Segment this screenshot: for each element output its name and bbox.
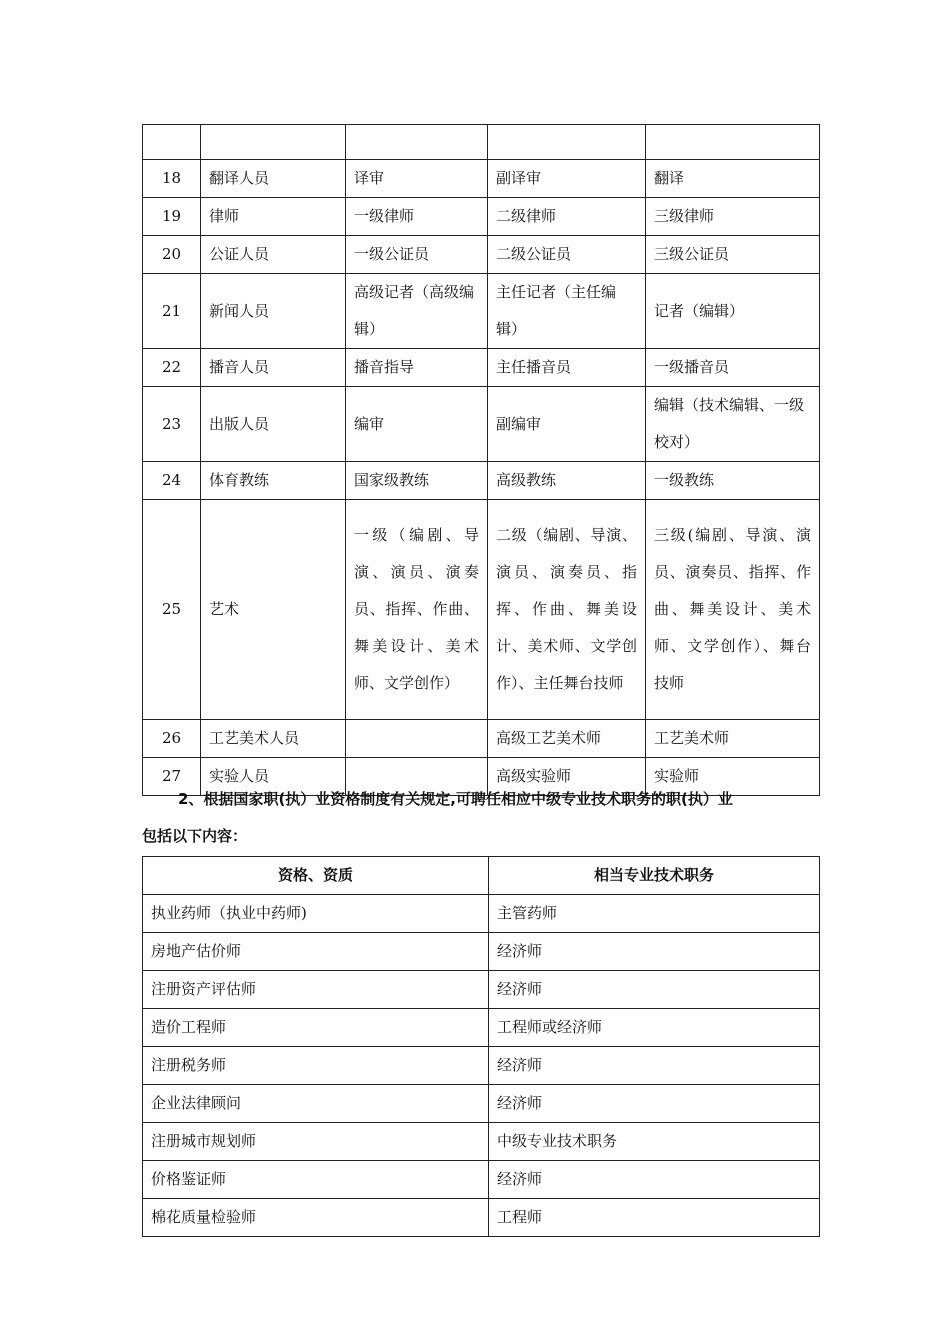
senior-title: 一级律师 xyxy=(346,198,488,236)
equivalent-title: 经济师 xyxy=(489,1085,820,1123)
professional-titles-body xyxy=(143,125,820,796)
intermediate-title: 工艺美术师 xyxy=(646,720,820,758)
table-header-row xyxy=(143,857,820,895)
table-row xyxy=(143,500,820,720)
qualification: 注册城市规划师 xyxy=(143,1123,489,1161)
qualification: 执业药师（执业中药师) xyxy=(143,895,489,933)
table-row xyxy=(143,387,820,462)
occupation-name: 律师 xyxy=(201,198,346,236)
deputy-senior-title: 高级工艺美术师 xyxy=(488,720,646,758)
qualification: 房地产估价师 xyxy=(143,933,489,971)
deputy-senior-title: 二级（编剧、导演、演员、演奏员、指挥、作曲、舞美设计、美术师、文学创作）、主任舞台技师 xyxy=(488,500,646,720)
deputy-senior-title: 副译审 xyxy=(488,160,646,198)
senior-title: 播音指导 xyxy=(346,349,488,387)
row-number: 25 xyxy=(143,500,201,720)
table-row xyxy=(143,971,820,1009)
table-row xyxy=(143,720,820,758)
intermediate-title: 三级律师 xyxy=(646,198,820,236)
row-number: 20 xyxy=(143,236,201,274)
senior-title: 编审 xyxy=(346,387,488,462)
qualification: 棉花质量检验师 xyxy=(143,1199,489,1237)
deputy-senior-title: 主任播音员 xyxy=(488,349,646,387)
equivalent-title: 中级专业技术职务 xyxy=(489,1123,820,1161)
occupation-name: 工艺美术人员 xyxy=(201,720,346,758)
table-row xyxy=(143,1085,820,1123)
deputy-senior-title: 高级实验师 xyxy=(488,758,646,796)
table-row xyxy=(143,1009,820,1047)
equivalent-title: 经济师 xyxy=(489,1161,820,1199)
table-row xyxy=(143,933,820,971)
table-row xyxy=(143,125,820,160)
table-row xyxy=(143,236,820,274)
table-row xyxy=(143,1047,820,1085)
senior-title xyxy=(346,720,488,758)
paragraph-line-2: 包括以下内容： xyxy=(142,827,248,845)
senior-title: 国家级教练 xyxy=(346,462,488,500)
equivalent-title: 经济师 xyxy=(489,971,820,1009)
equivalent-title: 经济师 xyxy=(489,1047,820,1085)
table-row xyxy=(143,160,820,198)
qualification: 注册资产评估师 xyxy=(143,971,489,1009)
qualification: 企业法律顾问 xyxy=(143,1085,489,1123)
qualification: 注册税务师 xyxy=(143,1047,489,1085)
equivalent-title: 主管药师 xyxy=(489,895,820,933)
occupation-name: 公证人员 xyxy=(201,236,346,274)
deputy-senior-title: 二级律师 xyxy=(488,198,646,236)
row-number: 19 xyxy=(143,198,201,236)
deputy-senior-title: 副编审 xyxy=(488,387,646,462)
table-row xyxy=(143,462,820,500)
table-row xyxy=(143,895,820,933)
deputy-senior-title: 二级公证员 xyxy=(488,236,646,274)
senior-title: 高级记者（高级编辑） xyxy=(346,274,488,349)
intermediate-title: 一级播音员 xyxy=(646,349,820,387)
table-row xyxy=(143,349,820,387)
intermediate-title: 编辑（技术编辑、一级校对） xyxy=(646,387,820,462)
paragraph-line-1: 2、根据国家职(执）业资格制度有关规定,可聘任相应中级专业技术职务的职(执）业 xyxy=(178,790,733,808)
equivalent-title: 工程师 xyxy=(489,1199,820,1237)
deputy-senior-title: 高级教练 xyxy=(488,462,646,500)
row-number: 27 xyxy=(143,758,201,796)
senior-title: 译审 xyxy=(346,160,488,198)
qualification: 价格鉴证师 xyxy=(143,1161,489,1199)
table-row xyxy=(143,274,820,349)
occupation-name: 播音人员 xyxy=(201,349,346,387)
table-cell xyxy=(646,125,820,160)
table-cell xyxy=(143,125,201,160)
row-number: 21 xyxy=(143,274,201,349)
table-cell xyxy=(201,125,346,160)
intermediate-title: 三级(编剧、导演、演员、演奏员、指挥、作曲、舞美设计、美术师、文学创作）、舞台技师 xyxy=(646,500,820,720)
table-row xyxy=(143,1123,820,1161)
row-number: 18 xyxy=(143,160,201,198)
column-header-equivalent-title: 相当专业技术职务 xyxy=(489,857,820,895)
occupation-name: 翻译人员 xyxy=(201,160,346,198)
occupation-name: 实验人员 xyxy=(201,758,346,796)
equivalent-title: 经济师 xyxy=(489,933,820,971)
intermediate-title: 翻译 xyxy=(646,160,820,198)
equivalent-title: 工程师或经济师 xyxy=(489,1009,820,1047)
intermediate-title: 记者（编辑） xyxy=(646,274,820,349)
senior-title: 一级（编剧、导演、演员、演奏员、指挥、作曲、舞美设计、美术师、文学创作） xyxy=(346,500,488,720)
row-number: 24 xyxy=(143,462,201,500)
table-cell xyxy=(346,125,488,160)
table-row xyxy=(143,198,820,236)
qualification-equivalence-body xyxy=(143,895,820,1237)
table-row xyxy=(143,1199,820,1237)
senior-title: 一级公证员 xyxy=(346,236,488,274)
intermediate-title: 三级公证员 xyxy=(646,236,820,274)
table-cell xyxy=(488,125,646,160)
qualification-equivalence-table xyxy=(142,856,820,1237)
intermediate-title: 一级教练 xyxy=(646,462,820,500)
occupation-name: 出版人员 xyxy=(201,387,346,462)
row-number: 22 xyxy=(143,349,201,387)
occupation-name: 体育教练 xyxy=(201,462,346,500)
row-number: 26 xyxy=(143,720,201,758)
professional-titles-table xyxy=(142,124,820,796)
occupation-name: 艺术 xyxy=(201,500,346,720)
deputy-senior-title: 主任记者（主任编辑） xyxy=(488,274,646,349)
occupation-name: 新闻人员 xyxy=(201,274,346,349)
row-number: 23 xyxy=(143,387,201,462)
qualification: 造价工程师 xyxy=(143,1009,489,1047)
intermediate-title: 实验师 xyxy=(646,758,820,796)
table-row xyxy=(143,1161,820,1199)
column-header-qualification: 资格、资质 xyxy=(143,857,489,895)
